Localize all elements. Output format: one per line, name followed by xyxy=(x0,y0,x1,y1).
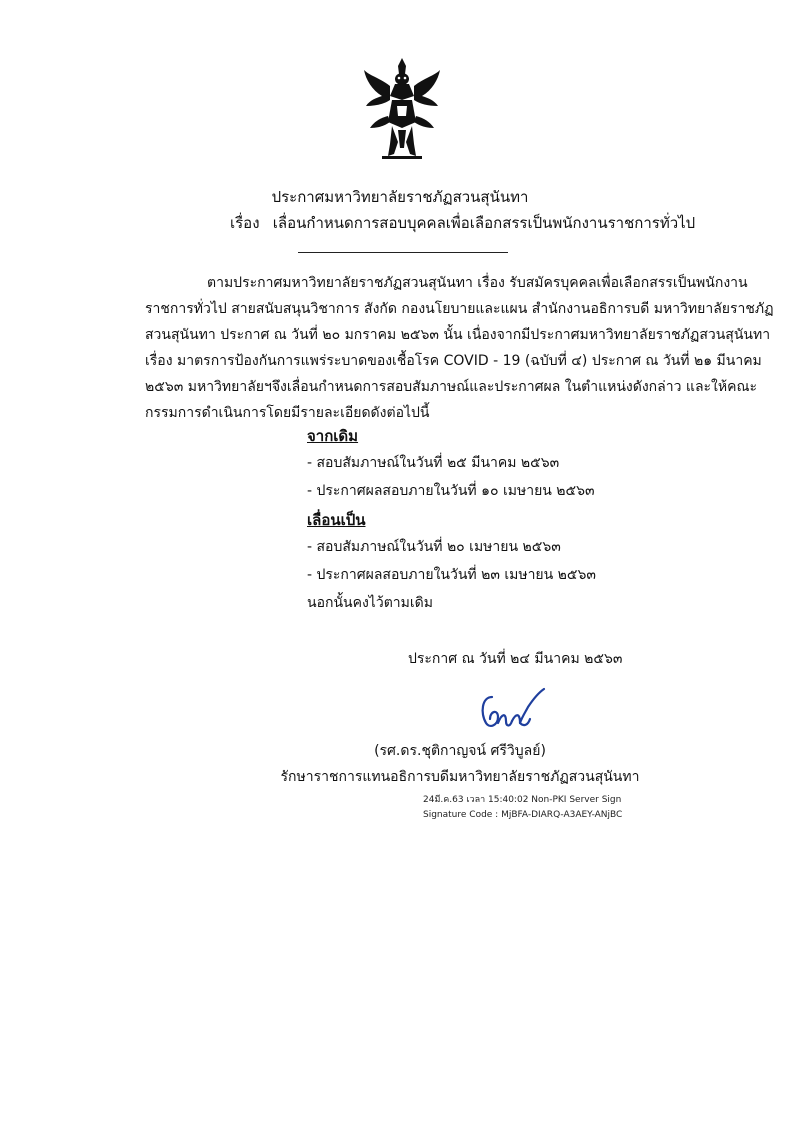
e-signature-code: Signature Code : MjBFA-DIARQ-A3AEY-ANjBC xyxy=(423,810,623,820)
announcement-title: ประกาศมหาวิทยาลัยราชภัฏสวนสุนันทา xyxy=(271,188,529,206)
body-line: ตามประกาศมหาวิทยาลัยราชภัฏสวนสุนันทา เรื่อง รับสมัครบุคคลเพื่อเลือกสรรเป็นพนักงาน xyxy=(207,275,748,291)
postponed-item: - ประกาศผลสอบภายในวันที่ ๒๓ เมษายน ๒๕๖๓ xyxy=(307,567,596,583)
body-line: ๒๕๖๓ มหาวิทยาลัยฯจึงเลื่อนกำหนดการสอบสัมภาษณ์และประกาศผล ในตำแหน่งดังกล่าว และให้คณะ xyxy=(145,379,757,395)
subject-text: เลื่อนกำหนดการสอบบุคคลเพื่อเลือกสรรเป็นพนักงานราชการทั่วไป xyxy=(272,214,696,232)
original-item: - ประกาศผลสอบภายในวันที่ ๑๐ เมษายน ๒๕๖๓ xyxy=(307,483,595,499)
original-item: - สอบสัมภาษณ์ในวันที่ ๒๕ มีนาคม ๒๕๖๓ xyxy=(307,455,560,471)
body-line: กรรมการดำเนินการโดยมีรายละเอียดดังต่อไปนี้ xyxy=(145,405,430,421)
body-line: เรื่อง มาตรการป้องกันการแพร่ระบาดของเชื้อโรค COVID - 19 (ฉบับที่ ๔) ประกาศ ณ วันที่ ๒๑ มีนาคม xyxy=(145,353,762,369)
garuda-emblem xyxy=(362,56,442,162)
body-line: ราชการทั่วไป สายสนับสนุนวิชาการ สังกัด กองนโยบายและแผน สำนักงานอธิการบดี มหาวิทยาลัยราชภัฏ xyxy=(145,301,774,317)
body-line: สวนสุนันทา ประกาศ ณ วันที่ ๒๐ มกราคม ๒๕๖๓ นั้น เนื่องจากมีประกาศมหาวิทยาลัยราชภัฏสวนสุนันทา xyxy=(145,327,771,343)
dateline: ประกาศ ณ วันที่ ๒๔ มีนาคม ๒๕๖๓ xyxy=(408,651,623,667)
handwritten-signature xyxy=(462,683,554,739)
postponed-item: - สอบสัมภาษณ์ในวันที่ ๒๐ เมษายน ๒๕๖๓ xyxy=(307,539,561,555)
subject-label: เรื่อง xyxy=(230,214,260,232)
signer-name: (รศ.ดร.ชุติกาญจน์ ศรีวิบูลย์) xyxy=(374,743,546,759)
postponed-heading: เลื่อนเป็น xyxy=(307,511,366,529)
closing-text: นอกนั้นคงไว้ตามเดิม xyxy=(307,595,433,611)
original-heading: จากเดิม xyxy=(307,427,359,445)
announcement-subject xyxy=(230,211,695,235)
title-underline xyxy=(298,252,508,253)
body-paragraph xyxy=(145,270,774,426)
signer-title: รักษาราชการแทนอธิการบดีมหาวิทยาลัยราชภัฏสวนสุนันทา xyxy=(280,769,640,785)
e-signature-stamp: 24มี.ค.63 เวลา 15:40:02 Non-PKI Server Sign xyxy=(423,795,622,805)
